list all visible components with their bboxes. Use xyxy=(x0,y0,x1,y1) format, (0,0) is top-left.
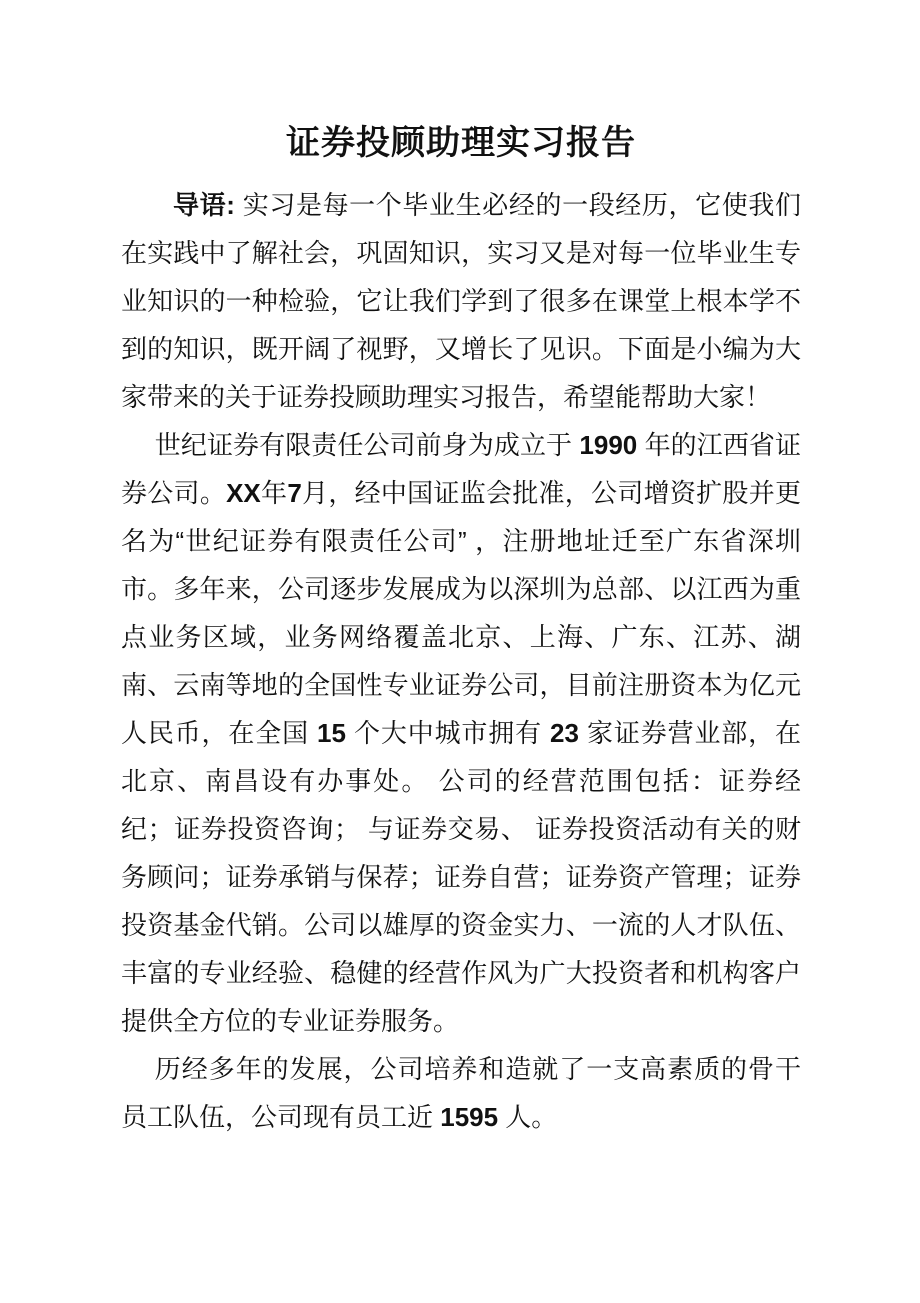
text-run: 家证券营业部，在北京、南昌设有办事处。 公司的经营范围包括：证券经纪；证券投资咨询； 与证券交易、 证券投资活动有关的财务顾问；证券承销与保荐；证券自营；证券资产管理；证券投资基金代销。公司以雄厚的资金实力、一流的人才队伍、丰富的专业经验、稳健的经营作风为广大投资者和机构客户提供全方位的专业证券服务。 xyxy=(121,718,801,1036)
text-run: 月，经中国证监会批准，公司增资扩股并更名为“世纪证券有限责任公司” ，注册地址迁至广东省深圳市。多年来，公司逐步发展成为以深圳为总部、以江西为重点业务区域，业务网络覆盖北京、上海、广东、江苏、湖南、云南等地的全国性专业证券公司，目前注册资本为亿元人民币，在全国 xyxy=(121,478,801,748)
text-run-bold: 15 xyxy=(317,718,346,748)
text-run: 年的江西省证券公司。 xyxy=(121,430,801,508)
text-run: 个大中城市拥有 xyxy=(345,718,551,748)
text-run-bold: 导语: xyxy=(173,190,235,220)
text-run: 人。 xyxy=(498,1102,558,1132)
paragraph-staff xyxy=(121,1045,801,1141)
text-run-bold: 1595 xyxy=(440,1102,499,1132)
text-run: 实习是每一个毕业生必经的一段经历，它使我们在实践中了解社会，巩固知识，实习又是对每一位毕业生专业知识的一种检验，它让我们学到了很多在课堂上根本学不到的知识，既开阔了视野，又增长了见识。下面是小编为大家带来的关于证券投顾助理实习报告，希望能帮助大家！ xyxy=(121,190,801,412)
document-title: 证券投顾助理实习报告 xyxy=(286,124,636,162)
text-run: 世纪证券有限责任公司前身为成立于 xyxy=(154,430,580,460)
text-run: 年 xyxy=(260,478,288,508)
text-run-bold: 1990 xyxy=(579,430,638,460)
paragraph-company-overview xyxy=(121,421,801,1045)
text-run: 历经多年的发展，公司培养和造就了一支高素质的骨干员工队伍，公司现有员工近 xyxy=(121,1054,801,1132)
paragraph-intro xyxy=(121,181,801,421)
document-content xyxy=(121,119,801,1141)
text-run-bold: XX xyxy=(226,478,261,508)
text-run-bold: 7 xyxy=(287,478,302,508)
text-run-bold: 23 xyxy=(550,718,579,748)
